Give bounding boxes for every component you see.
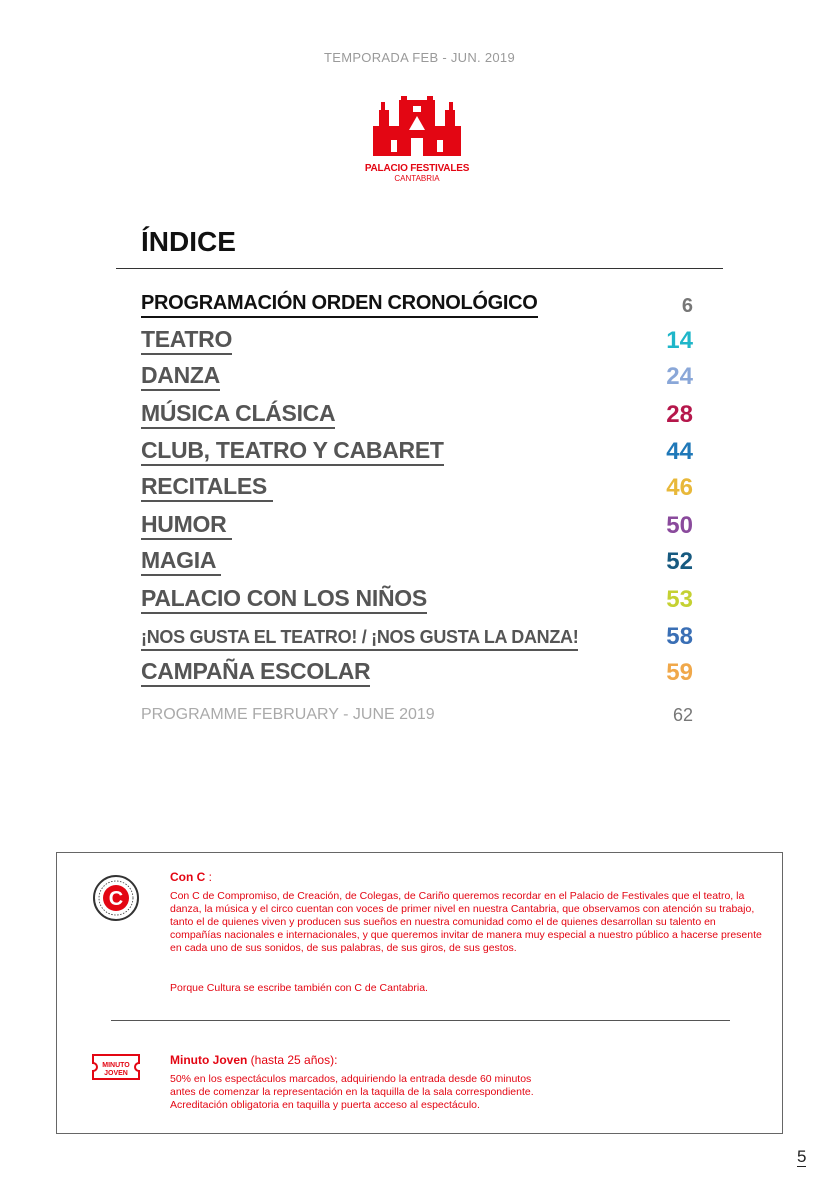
minuto-joven-badge-line1: MINUTO — [102, 1062, 130, 1069]
toc-item-page: 6 — [681, 295, 693, 317]
minuto-joven-badge-line2: JOVEN — [104, 1070, 128, 1077]
con-c-title: Con C — [170, 870, 206, 884]
toc-item-danza[interactable] — [141, 363, 693, 397]
toc-item-programme-english[interactable] — [141, 698, 693, 732]
minuto-joven-title: Minuto Joven — [170, 1053, 248, 1067]
toc-item-recitales[interactable] — [141, 474, 693, 508]
con-c-text: Con C de Compromiso, de Creación, de Colegas, de Cariño queremos recordar en el Palacio de Festivales que el teatro, la danza, la música y el circo cuentan con voces de primer nivel en nuestra Cantabria, que observamos con atención su trabajo, tanto el de quienes viven y producen sus sueños en nuestra comunidad como el de quienes desarrollan su talento en compañías nacionales e internacionales, y que queremos invitar de manera muy especial a nuestro público a hacerse presente en cada uno de sus sonidos, de sus palabras, de sus giros, de sus gestos. — [170, 890, 762, 954]
toc-item-page: 59 — [666, 659, 693, 686]
toc-item-page: 28 — [666, 401, 693, 428]
toc-item-musica-clasica[interactable] — [141, 401, 693, 435]
toc-item-page: 50 — [666, 512, 693, 539]
minuto-joven-title-suffix: (hasta 25 años): — [247, 1053, 338, 1067]
toc-item-label: PROGRAMACIÓN ORDEN CRONOLÓGICO — [141, 293, 538, 318]
minuto-joven-line2: antes de comenzar la representación en la taquilla de la sala correspondiente. — [170, 1086, 534, 1098]
info-divider — [111, 1020, 730, 1021]
con-c-title-suffix: : — [205, 870, 212, 884]
con-c-heading — [170, 870, 212, 884]
minuto-joven-heading — [170, 1053, 337, 1067]
minuto-joven-line3: Acreditación obligatoria en taquilla y puerta acceso al espectáculo. — [170, 1099, 480, 1111]
con-c-badge-icon — [93, 875, 139, 926]
toc-item-page: 44 — [666, 438, 693, 465]
minuto-joven-ticket-icon — [91, 1053, 141, 1086]
info-box — [56, 852, 783, 1134]
toc-item-label: MÚSICA CLÁSICA — [141, 401, 335, 429]
toc-item-programacion[interactable] — [141, 290, 693, 324]
logo-name: PALACIO FESTIVALES — [364, 163, 470, 174]
logo-subtitle: CANTABRIA — [394, 174, 440, 183]
palace-logo-icon — [369, 96, 465, 156]
toc-item-page: 52 — [666, 548, 693, 575]
toc-item-label: ¡NOS GUSTA EL TEATRO! / ¡NOS GUSTA LA DANZA! — [141, 628, 578, 651]
toc-item-label: DANZA — [141, 363, 220, 391]
minuto-joven-line1: 50% en los espectáculos marcados, adquiriendo la entrada desde 60 minutos — [170, 1073, 532, 1085]
toc-item-label: PALACIO CON LOS NIÑOS — [141, 586, 427, 614]
toc-item-magia[interactable] — [141, 548, 693, 582]
palacio-festivales-logo — [362, 96, 472, 183]
toc-item-page: 14 — [666, 327, 693, 354]
title-divider — [116, 268, 723, 269]
toc-item-palacio-ninos[interactable] — [141, 586, 693, 620]
toc-item-label: TEATRO — [141, 327, 232, 355]
toc-item-page: 46 — [666, 474, 693, 501]
season-header: TEMPORADA FEB - JUN. 2019 — [324, 50, 515, 65]
toc-item-campana-escolar[interactable] — [141, 659, 693, 693]
toc-item-label: CLUB, TEATRO Y CABARET — [141, 438, 444, 466]
con-c-text-cultura: Porque Cultura se escribe también con C de Cantabria. — [170, 982, 428, 994]
con-c-badge-letter: C — [108, 888, 124, 910]
toc-item-humor[interactable] — [141, 512, 693, 546]
toc-item-label: HUMOR — [141, 512, 232, 540]
toc-item-label: PROGRAMME FEBRUARY - JUNE 2019 — [141, 706, 435, 724]
page-number: 5 — [797, 1147, 807, 1166]
toc-item-page: 58 — [666, 623, 693, 650]
toc-item-club-teatro-cabaret[interactable] — [141, 438, 693, 472]
toc-item-page: 62 — [672, 705, 693, 725]
toc-item-teatro[interactable] — [141, 327, 693, 361]
toc-item-page: 53 — [666, 586, 693, 613]
toc-item-nos-gusta[interactable] — [141, 623, 693, 657]
toc-item-page: 24 — [666, 363, 693, 390]
index-title: ÍNDICE — [141, 226, 236, 257]
toc-item-label: CAMPAÑA ESCOLAR — [141, 659, 370, 687]
toc-item-label: MAGIA — [141, 548, 221, 576]
toc-item-label: RECITALES — [141, 474, 273, 502]
